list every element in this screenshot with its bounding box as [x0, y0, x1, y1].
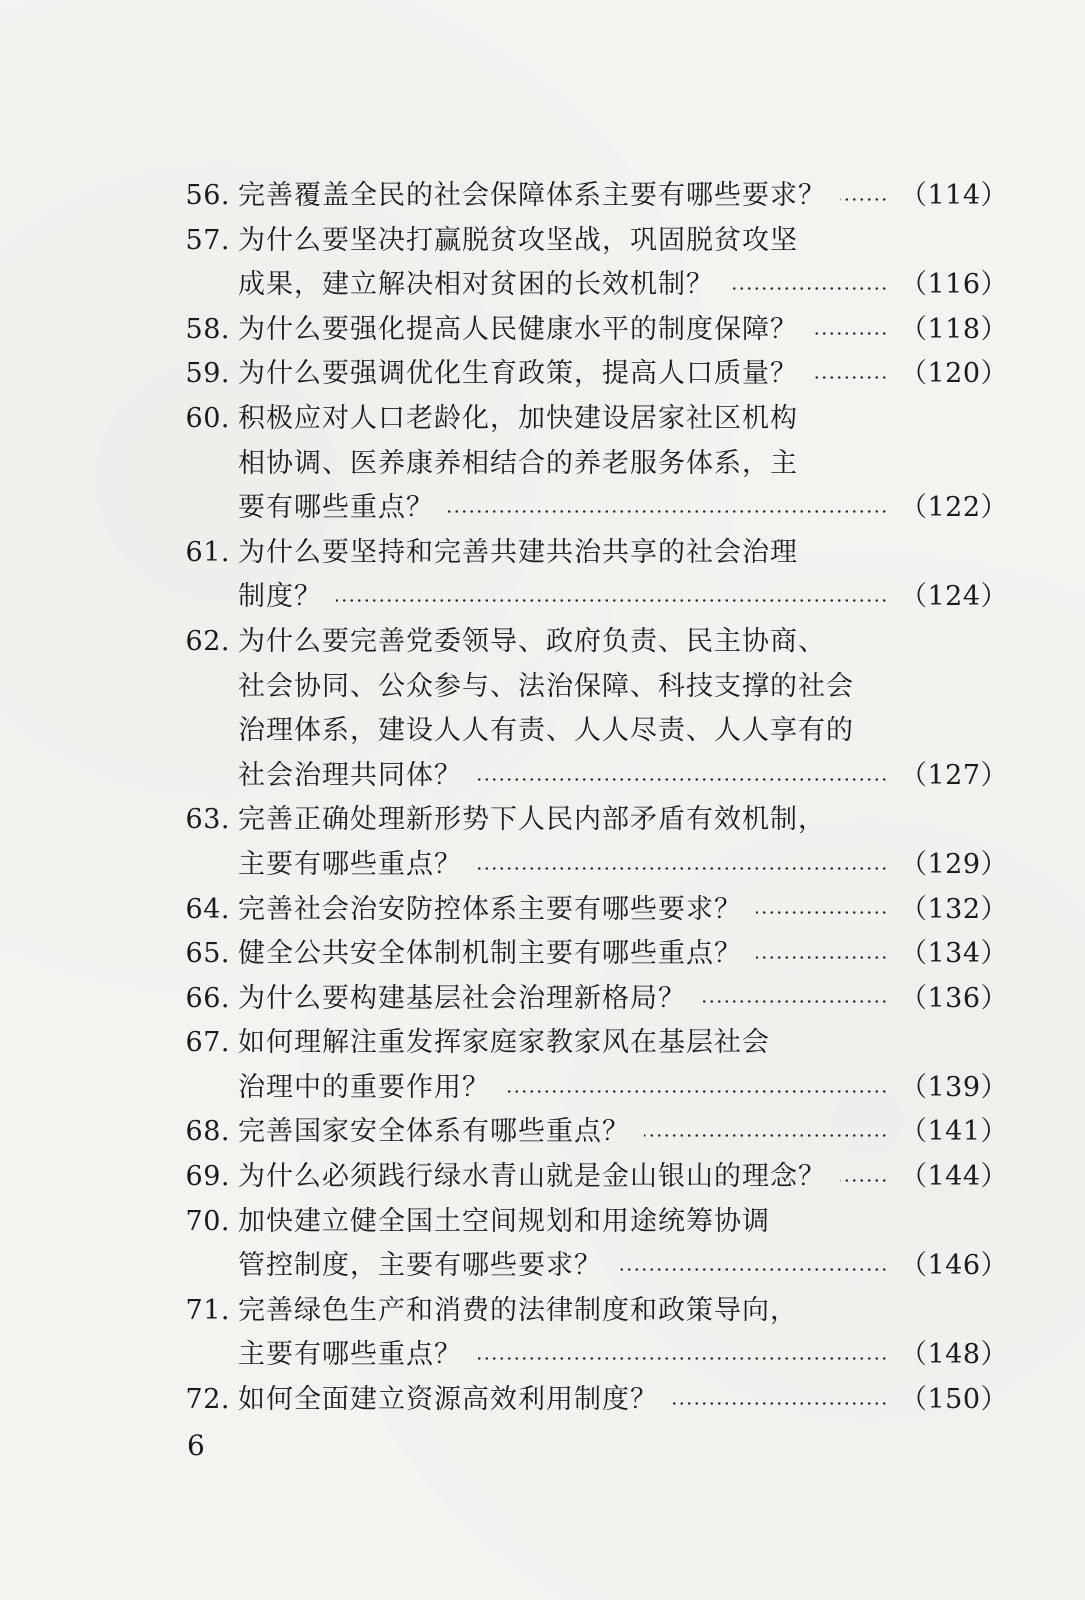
toc-entry-number: 72.	[185, 1384, 230, 1416]
toc-entry-title: 社会协同、公众参与、法治保障、科技支撑的社会	[238, 670, 854, 702]
toc-entry	[178, 397, 1009, 531]
toc-entry	[178, 1155, 1009, 1200]
toc-entry-line	[178, 575, 1009, 620]
toc-entry-title: 为什么必须践行绿水青山就是金山银山的理念？	[238, 1161, 826, 1193]
toc-entry-title: 如何理解注重发挥家庭家教家风在基层社会	[238, 1027, 770, 1059]
toc-entry	[178, 620, 1009, 798]
toc-entry-title: 为什么要强调优化生育政策，提高人口质量？	[238, 358, 798, 390]
toc-entry-final-line	[238, 1244, 1009, 1289]
toc-entry-page: （114）	[900, 180, 1009, 211]
dot-leader	[700, 1000, 888, 1003]
toc-entry-title: 完善覆盖全民的社会保障体系主要有哪些要求？	[238, 180, 826, 211]
dot-leader	[504, 1090, 888, 1093]
toc-entry-title: 为什么要坚持和完善共建共治共享的社会治理	[238, 536, 798, 568]
toc-entry-title: 为什么要构建基层社会治理新格局？	[238, 982, 686, 1014]
toc-entry-title: 积极应对人口老龄化，加快建设居家社区机构	[238, 402, 798, 434]
toc-entry-line	[178, 843, 1009, 888]
toc-entry-line	[178, 665, 978, 710]
toc-entry-page: （144）	[900, 1161, 1009, 1193]
toc-entry-line	[178, 1066, 1009, 1111]
toc-entry	[178, 932, 1009, 977]
toc-entry-line	[178, 219, 978, 264]
dot-leader	[476, 1357, 888, 1360]
toc-entry-number: 65.	[185, 938, 230, 970]
toc-entry	[178, 174, 1009, 219]
toc-entry-line	[178, 308, 1009, 353]
toc-entry	[178, 798, 1009, 887]
toc-entry-line	[178, 620, 978, 665]
toc-entry-number: 61.	[185, 536, 230, 568]
toc-entry-title: 为什么要强化提高人民健康水平的制度保障？	[238, 313, 798, 345]
toc-entry-line	[178, 1110, 1009, 1155]
toc-entry-page: （120）	[900, 358, 1009, 390]
toc-entry	[178, 219, 1009, 308]
toc-entry	[178, 308, 1009, 353]
toc-entry-number: 58.	[185, 313, 230, 345]
toc-entry-line	[178, 977, 1009, 1022]
toc-entry-title: 制度？	[238, 581, 322, 613]
toc-entry-line	[178, 1333, 1009, 1378]
dot-leader	[476, 867, 888, 870]
toc-entry-number: 57.	[185, 224, 230, 256]
toc-entry	[178, 531, 1009, 620]
toc-entry	[178, 888, 1009, 933]
toc-entry-final-line	[238, 263, 1009, 308]
toc-entry-line	[178, 1289, 978, 1334]
dot-leader	[812, 376, 888, 379]
toc-entry-page: （141）	[900, 1116, 1009, 1148]
toc-entry-title: 为什么要完善党委领导、政府负责、民主协商、	[238, 625, 826, 657]
toc-entry-final-line	[238, 575, 1009, 620]
toc-entry-final-line	[238, 932, 1009, 977]
toc-entry-line	[178, 352, 1009, 397]
toc-entry-title: 加快建立健全国土空间规划和用途统筹协调	[238, 1205, 770, 1237]
dot-leader	[840, 198, 888, 201]
toc-entry-line	[178, 531, 978, 576]
toc-entry-line	[178, 888, 1009, 933]
toc-entry-title: 主要有哪些重点？	[238, 848, 462, 880]
toc-entry-number: 59.	[185, 358, 230, 390]
toc-entry-title: 成果，建立解决相对贫困的长效机制？	[238, 269, 714, 301]
toc-entry-number: 68.	[185, 1116, 230, 1148]
toc-entry-number: 63.	[185, 804, 230, 836]
toc-entry	[178, 1378, 1009, 1423]
toc-entry-final-line	[238, 1333, 1009, 1378]
toc-entry-number: 56.	[185, 180, 230, 211]
toc-entry-final-line	[238, 843, 1009, 888]
toc-entry-title: 为什么要坚决打赢脱贫攻坚战，巩固脱贫攻坚	[238, 224, 798, 256]
dot-leader	[728, 287, 888, 290]
toc-entry	[178, 977, 1009, 1022]
dot-leader	[756, 956, 888, 959]
toc-entry-final-line	[238, 754, 1009, 799]
toc-entry-page: （127）	[900, 759, 1009, 791]
toc-entry-number: 66.	[185, 982, 230, 1014]
toc-entry-number: 64.	[185, 893, 230, 925]
toc-entry-page: （148）	[900, 1339, 1009, 1371]
toc-entry-title: 健全公共安全体制机制主要有哪些重点？	[238, 938, 742, 970]
toc-entry-page: （139）	[900, 1071, 1009, 1103]
table-of-contents	[178, 174, 1009, 1423]
toc-entry-page: （124）	[900, 581, 1009, 613]
toc-entry-title: 完善社会治安防控体系主要有哪些要求？	[238, 893, 742, 925]
toc-entry-line	[178, 397, 978, 442]
toc-entry-final-line	[238, 308, 1009, 353]
toc-entry-page: （129）	[900, 848, 1009, 880]
toc-entry-page: （116）	[900, 269, 1009, 301]
toc-entry-title: 完善正确处理新形势下人民内部矛盾有效机制，	[238, 804, 826, 836]
toc-entry-line	[178, 1021, 978, 1066]
dot-leader	[756, 911, 888, 914]
toc-entry-line	[178, 1155, 1009, 1200]
toc-entry-page: （134）	[900, 938, 1009, 970]
toc-entry-number: 62.	[185, 625, 230, 657]
toc-entry-page: （132）	[900, 893, 1009, 925]
toc-entry-title: 治理体系，建设人人有责、人人尽责、人人享有的	[238, 715, 854, 747]
toc-entry-line	[178, 709, 978, 754]
toc-entry-number: 71.	[185, 1294, 230, 1326]
toc-entry-final-line	[238, 1378, 1009, 1423]
toc-entry-line	[178, 486, 1009, 531]
toc-entry-title: 主要有哪些重点？	[238, 1339, 462, 1371]
dot-leader	[616, 1268, 888, 1271]
toc-entry-line	[178, 442, 978, 487]
toc-entry-line	[178, 1244, 1009, 1289]
toc-entry-final-line	[238, 174, 1009, 219]
toc-entry-title: 管控制度，主要有哪些要求？	[238, 1250, 602, 1282]
toc-entry-final-line	[238, 486, 1009, 531]
toc-entry	[178, 1110, 1009, 1155]
toc-entry-title: 相协调、医养康养相结合的养老服务体系，主	[238, 447, 798, 479]
toc-entry-final-line	[238, 977, 1009, 1022]
toc-entry-line	[178, 754, 1009, 799]
toc-entry	[178, 352, 1009, 397]
dot-leader	[336, 599, 888, 602]
toc-entry-title: 治理中的重要作用？	[238, 1071, 490, 1103]
toc-entry-line	[178, 1200, 978, 1245]
toc-entry-title: 社会治理共同体？	[238, 759, 462, 791]
toc-entry-line	[178, 263, 1009, 308]
toc-entry-number: 67.	[185, 1027, 230, 1059]
toc-entry-title: 完善国家安全体系有哪些重点？	[238, 1116, 630, 1148]
toc-entry-line	[178, 798, 978, 843]
dot-leader	[476, 778, 888, 781]
toc-entry-final-line	[238, 352, 1009, 397]
toc-entry-final-line	[238, 888, 1009, 933]
toc-entry-line	[178, 1378, 1009, 1423]
toc-entry-page: （136）	[900, 982, 1009, 1014]
dot-leader	[840, 1179, 888, 1182]
toc-entry-page: （146）	[900, 1250, 1009, 1282]
toc-entry-line	[178, 932, 1009, 977]
toc-entry-number: 70.	[185, 1205, 230, 1237]
toc-entry-final-line	[238, 1155, 1009, 1200]
dot-leader	[448, 510, 888, 513]
toc-entry-final-line	[238, 1066, 1009, 1111]
toc-entry	[178, 1289, 1009, 1378]
dot-leader	[672, 1402, 888, 1405]
toc-entry-final-line	[238, 1110, 1009, 1155]
toc-entry-page: （122）	[900, 492, 1009, 524]
toc-entry-number: 69.	[185, 1161, 230, 1193]
toc-entry	[178, 1200, 1009, 1289]
page-number: 6	[187, 1429, 205, 1462]
toc-entry-title: 完善绿色生产和消费的法律制度和政策导向，	[238, 1294, 798, 1326]
dot-leader	[644, 1134, 888, 1137]
dot-leader	[812, 332, 888, 335]
toc-entry-line	[178, 174, 1009, 219]
toc-entry-page: （118）	[900, 313, 1009, 345]
toc-entry-number: 60.	[185, 402, 230, 434]
toc-entry-page: （150）	[900, 1384, 1009, 1416]
toc-entry-title: 要有哪些重点？	[238, 492, 434, 524]
toc-entry	[178, 1021, 1009, 1110]
toc-entry-title: 如何全面建立资源高效利用制度？	[238, 1384, 658, 1416]
